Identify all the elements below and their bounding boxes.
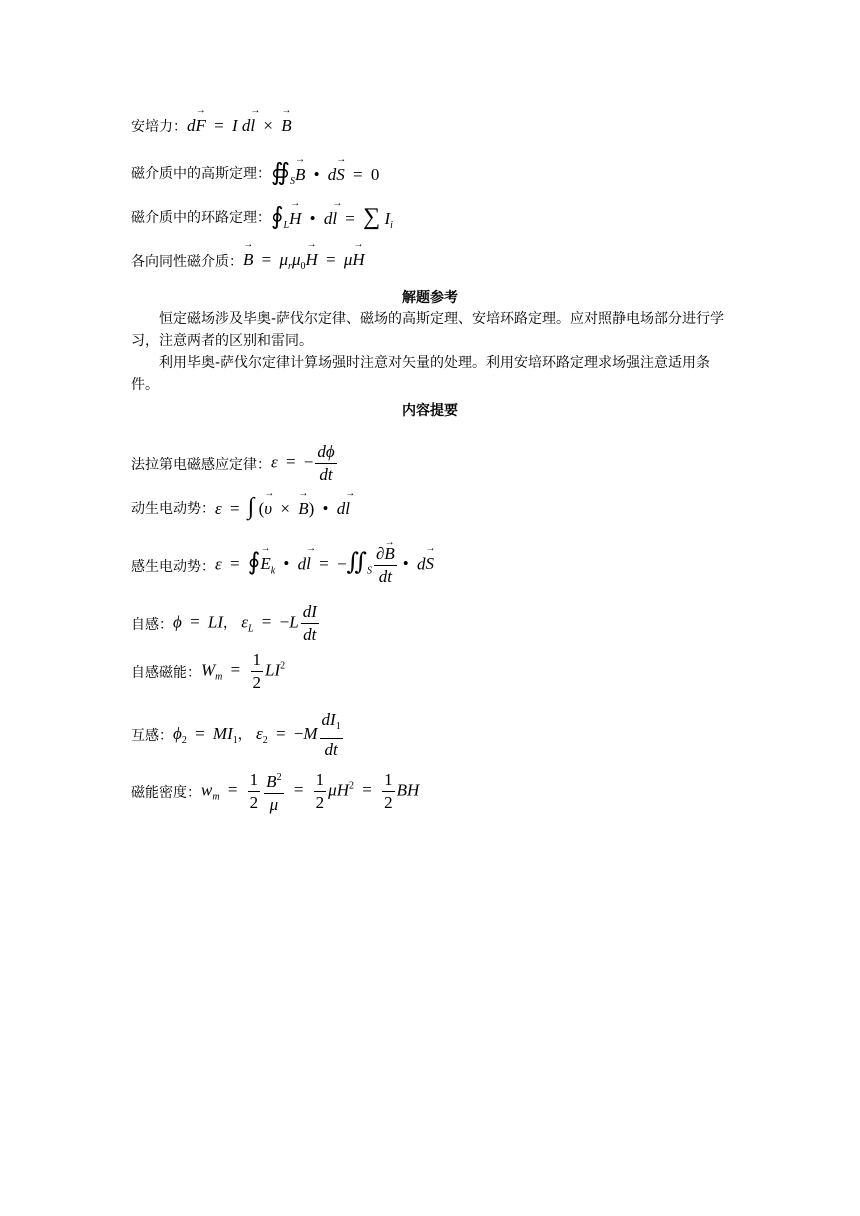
mutual-inductance-equation: $\phi_2 = MI_1$， $\varepsilon_2 = -M$ $\frac{dI_1}{dt}$: [173, 710, 341, 759]
formula-self-inductance: 自感： ϕ = LI， $\varepsilon_L = -L$ $\frac{dI}{dt}$: [131, 602, 321, 645]
formula-mutual-inductance: 互感： $\phi_2 = MI_1$， $\varepsilon_2 = -M$ $\frac{dI_1}{dt}$: [131, 710, 345, 760]
circuital-equation: $∮_L\to H$ • d→ l = ∑ $I_i$: [271, 202, 393, 231]
gauss-equation: $∯_S\to B$ • d→ S = 0: [271, 158, 379, 187]
faraday-equation: ε = − $\frac{d\phi}{dt}$: [271, 442, 335, 484]
formula-induced-emf: 感生电动势： ε = ∮→ $E_k$ • $d\to l = -∬_S$ $\frac{\partial\to B}{dt}$ • d→ S: [131, 544, 434, 587]
ampere-equation: d→ F = I d→ l × → B: [187, 116, 292, 136]
paragraph-2: 利用毕奥-萨伐尔定律计算场强时注意对矢量的处理。利用安培环路定理求场强注意适用条件。: [131, 355, 711, 393]
isotropic-equation: → $B = \mu_r\mu_0\to H = \mu\to H$: [243, 250, 365, 272]
induced-equation: ε = ∮→ $E_k$ • $d\to l = -∬_S$ $\frac{\partial\to B}{dt}$ • d→ S: [215, 544, 434, 587]
formula-motional-emf: 动生电动势： ε = ∫ (→ υ × → B) • d→ l: [131, 494, 350, 521]
formula-isotropic-medium: 各向同性磁介质： → $B = \mu_r\mu_0\to H = \mu\to H$: [131, 250, 365, 272]
heading-solution-reference: 解题参考: [402, 290, 458, 306]
formula-faraday: 法拉第电磁感应定律： ε = − $\frac{d\phi}{dt}$: [131, 442, 339, 485]
formula-self-energy: 自感磁能： $W_m$ = $\frac{1}{2}$ $LI^2$: [131, 650, 286, 692]
formula-gauss-law: 磁介质中的高斯定理： $∯_S\to B$ • d→ S = 0: [131, 158, 379, 187]
paragraph-1: 恒定磁场涉及毕奥-萨伐尔定律、磁场的高斯定理、安培环路定理。应对照静电场部分进行学习，注意两者的区别和雷同。: [131, 311, 725, 349]
formula-circuital-law: 磁介质中的环路定理： $∮_L\to H$ • d→ l = ∑ $I_i$: [131, 202, 393, 231]
formula-energy-density: 磁能密度： $w_m$ = $\frac{1}{2}$ $\frac{B^2}{\mu}$ = $\frac{1}{2}$ $\mu H^2$ = $\frac{1}{2}$ BH: [131, 770, 420, 814]
self-inductance-equation: ϕ = LI， $\varepsilon_L = -L$ $\frac{dI}{dt}$: [173, 602, 317, 644]
heading-content-summary: 内容提要: [402, 403, 458, 419]
motional-equation: ε = ∫ (→ υ × → B) • d→ l: [215, 494, 350, 521]
self-energy-equation: $W_m$ = $\frac{1}{2}$ $LI^2$: [201, 650, 286, 692]
formula-ampere-force: 安培力： d→ F = I d→ l × → B: [131, 116, 292, 136]
energy-density-equation: $w_m$ = $\frac{1}{2}$ $\frac{B^2}{\mu}$ = $\frac{1}{2}$ $\mu H^2$ = $\frac{1}{2}$ BH: [201, 770, 420, 814]
